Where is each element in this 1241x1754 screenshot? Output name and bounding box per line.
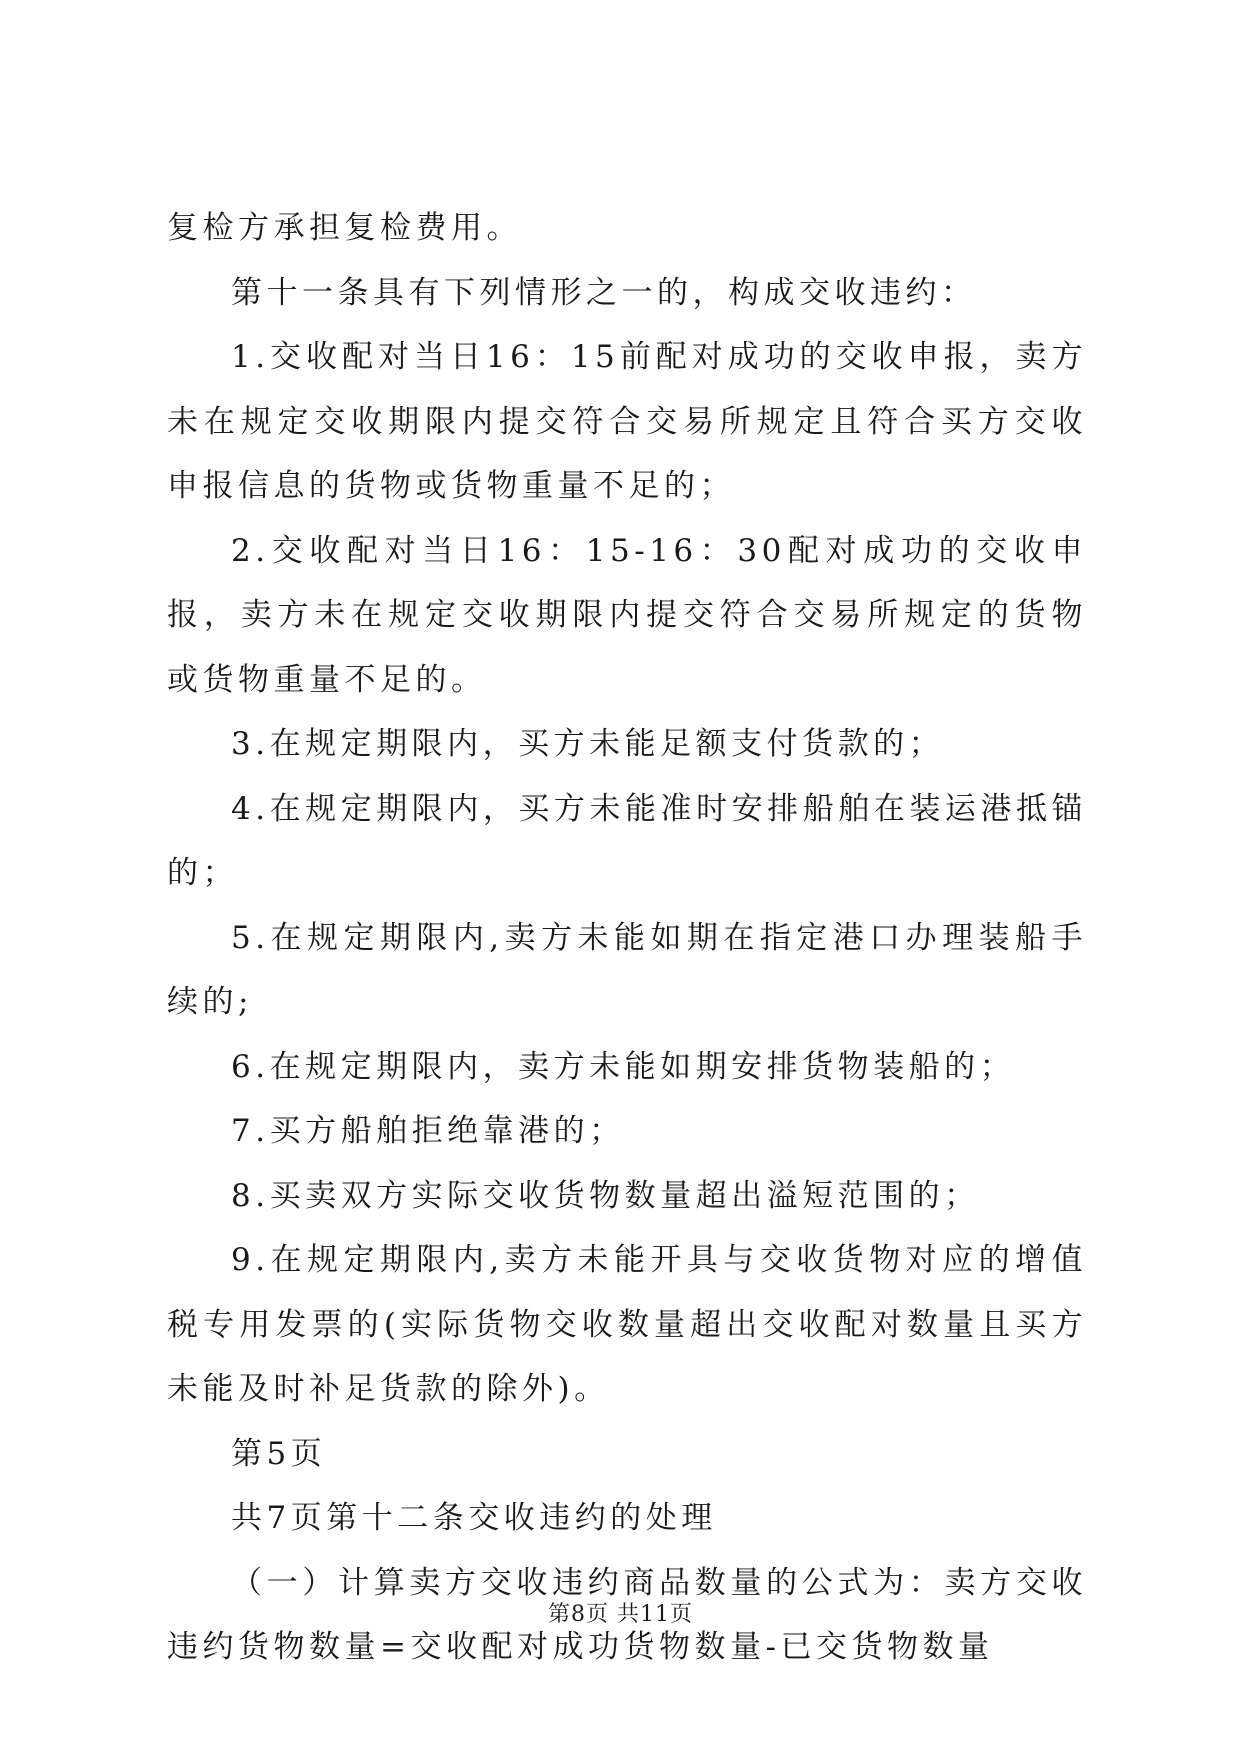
paragraph-item-7: 7.买方船舶拒绝靠港的； [231, 1113, 625, 1149]
page-footer: 第8页 共11页 [548, 1602, 693, 1627]
paragraph-formula: （一）计算卖方交收违约商品数量的公式为：卖方交收违约货物数量=交收配对成功货物数量-已交货物数量 [167, 1564, 1087, 1665]
paragraph-inner-page-label: 第5页 [231, 1435, 327, 1472]
paragraph-item-5: 5.在规定期限内,卖方未能如期在指定港口办理装船手续的; [167, 919, 1087, 1020]
paragraph-item-4: 4.在规定期限内，买方未能准时安排船舶在装运港抵锚的； [167, 790, 1087, 891]
paragraph-1: 复检方承担复检费用。 [167, 210, 522, 246]
paragraph-item-6: 6.在规定期限内，卖方未能如期安排货物装船的； [231, 1048, 1016, 1085]
paragraph-item-2: 2.交收配对当日16：15-16：30配对成功的交收申报，卖方未在规定交收期限内提交符合交易所规定的货物或货物重量不足的。 [167, 532, 1087, 698]
paragraph-article-11: 第十一条具有下列情形之一的，构成交收违约： [231, 274, 977, 311]
paragraph-item-8: 8.买卖双方实际交收货物数量超出溢短范围的； [231, 1177, 980, 1214]
paragraph-article-12: 共7页第十二条交收违约的处理 [231, 1500, 717, 1536]
paragraph-item-1: 1.交收配对当日16：15前配对成功的交收申报，卖方未在规定交收期限内提交符合交易所规定且符合买方交收申报信息的货物或货物重量不足的； [167, 339, 1087, 504]
paragraph-item-3: 3.在规定期限内，买方未能足额支付货款的； [231, 726, 945, 762]
document-body [167, 196, 1087, 1680]
paragraph-item-9: 9.在规定期限内,卖方未能开具与交收货物对应的增值税专用发票的(实际货物交收数量超出交收配对数量且买方未能及时补足货款的除外)。 [167, 1242, 1087, 1407]
